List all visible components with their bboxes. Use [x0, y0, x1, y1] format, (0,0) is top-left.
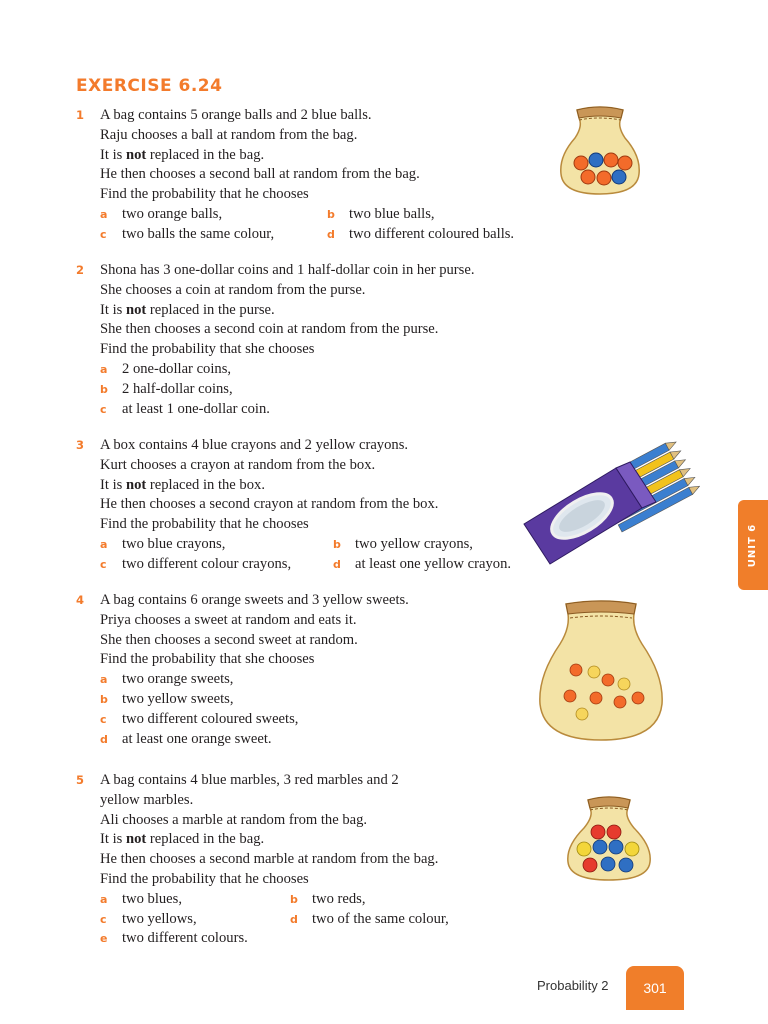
question-text-line: A box contains 4 blue crayons and 2 yellow crayons.: [100, 437, 409, 453]
exercise-title: EXERCISE 6.24: [76, 76, 223, 96]
option-c: [100, 710, 298, 730]
option-letter: d: [327, 227, 335, 241]
option-d: [327, 225, 514, 245]
page-number-tab: [626, 966, 684, 1010]
emphasis-text: not: [125, 831, 147, 848]
options-row: [100, 380, 474, 400]
options-row: [100, 225, 515, 245]
option-letter: c: [100, 402, 107, 416]
question-text-line: A bag contains 5 orange balls and 2 blue balls.: [100, 107, 372, 123]
question-number: 1: [76, 108, 85, 122]
option-letter: a: [100, 362, 108, 376]
option-a: [100, 890, 182, 910]
question-text-line: Find the probability that she chooses: [100, 341, 315, 358]
text-segment: replaced in the bag.: [146, 146, 265, 163]
chapter-footer-label: Probability 2: [537, 978, 609, 993]
emphasis-text: not: [125, 146, 147, 163]
option-text: two balls the same colour,: [122, 225, 275, 242]
bag-of-sweets-illustration: [536, 598, 666, 743]
option-a: [100, 670, 233, 690]
options-row: [100, 670, 409, 690]
option-text: two orange sweets,: [122, 671, 234, 688]
crayon-box-illustration: [520, 432, 700, 572]
option-letter: b: [100, 382, 108, 396]
option-text: at least one orange sweet.: [122, 730, 272, 747]
options-row: [100, 555, 512, 575]
text-segment: replaced in the purse.: [146, 301, 275, 318]
question-text-line: Priya chooses a sweet at random and eats it.: [100, 611, 357, 628]
question-text-line: Find the probability that he chooses: [100, 186, 309, 203]
option-a: [100, 535, 225, 555]
option-b: [290, 890, 366, 910]
question-text-line: Shona has 3 one-dollar coins and 1 half-dollar coin in her purse.: [100, 262, 475, 278]
text-segment: It is: [100, 476, 126, 493]
option-text: two blue balls,: [349, 205, 435, 222]
options-row: [100, 929, 438, 949]
question-text-line: yellow marbles.: [100, 791, 194, 808]
option-text: at least one yellow crayon.: [355, 555, 512, 572]
options-row: [100, 890, 438, 910]
question-text-line: Kurt chooses a crayon at random from the box.: [100, 456, 376, 473]
option-text: at least 1 one-dollar coin.: [122, 400, 270, 417]
option-b: [100, 380, 233, 400]
emphasis-text: not: [125, 476, 147, 493]
question-text-line: Find the probability that he chooses: [100, 516, 309, 533]
option-text: two yellows,: [122, 910, 197, 927]
question-text-line: A bag contains 6 orange sweets and 3 yellow sweets.: [100, 592, 409, 608]
option-text: two of the same colour,: [312, 910, 449, 927]
option-letter: e: [100, 932, 108, 946]
option-letter: a: [100, 207, 108, 221]
options-row: [100, 710, 409, 730]
option-c: [100, 555, 291, 575]
option-c: [100, 400, 270, 420]
option-letter: c: [100, 912, 107, 926]
option-a: [100, 360, 231, 380]
question-5: [76, 771, 449, 949]
options-row: [100, 205, 435, 225]
options-row: [100, 400, 474, 420]
unit-side-tab-label: UNIT 6: [747, 523, 759, 567]
question-text-line: [100, 146, 420, 166]
question-text-line: Ali chooses a marble at random from the bag.: [100, 811, 368, 828]
options-row: [100, 730, 409, 750]
option-text: two different colour crayons,: [122, 555, 292, 572]
bag-of-balls-illustration: [555, 104, 645, 196]
text-segment: It is: [100, 146, 126, 163]
option-d: [290, 910, 449, 930]
page-number: 301: [643, 980, 667, 996]
option-letter: d: [333, 557, 341, 571]
option-letter: a: [100, 673, 108, 687]
options-row: [100, 360, 474, 380]
option-text: two different coloured sweets,: [122, 710, 299, 727]
options-row: [100, 690, 409, 710]
option-c: [100, 910, 197, 930]
option-b: [327, 205, 435, 225]
option-text: 2 half-dollar coins,: [122, 380, 233, 397]
question-text-line: A bag contains 4 blue marbles, 3 red marbles and 2: [100, 772, 399, 788]
question-text-line: [100, 830, 438, 850]
question-text-line: [100, 476, 438, 496]
bag-of-marbles-illustration: [562, 794, 656, 882]
question-4: [76, 591, 409, 749]
option-b: [100, 690, 233, 710]
option-letter: c: [100, 227, 107, 241]
option-text: two different colours.: [122, 930, 248, 947]
option-text: two yellow crayons,: [355, 535, 473, 552]
option-a: [100, 205, 222, 225]
option-letter: b: [327, 207, 335, 221]
text-segment: replaced in the bag.: [146, 831, 265, 848]
option-letter: c: [100, 712, 107, 726]
question-text-line: He then chooses a second ball at random from the bag.: [100, 166, 420, 183]
question-text-line: Find the probability that she chooses: [100, 651, 315, 668]
option-text: two orange balls,: [122, 205, 223, 222]
question-text-line: Find the probability that he chooses: [100, 870, 309, 887]
unit-side-tab: [738, 500, 768, 590]
question-text-line: He then chooses a second marble at random from the bag.: [100, 851, 439, 868]
option-text: two different coloured balls.: [349, 225, 515, 242]
option-text: two blues,: [122, 890, 182, 907]
option-letter: b: [100, 692, 108, 706]
question-number: 2: [76, 263, 85, 277]
option-b: [333, 535, 473, 555]
question-number: 3: [76, 438, 85, 452]
question-text-line: She then chooses a second sweet at random.: [100, 631, 358, 648]
option-letter: a: [100, 537, 108, 551]
option-letter: b: [290, 892, 298, 906]
question-number: 4: [76, 593, 85, 607]
option-letter: d: [100, 732, 108, 746]
question-text-line: [100, 301, 474, 321]
option-e: [100, 929, 248, 949]
text-segment: It is: [100, 301, 126, 318]
question-1: [76, 106, 515, 245]
text-segment: It is: [100, 831, 126, 848]
option-letter: c: [100, 557, 107, 571]
question-text-line: She then chooses a second coin at random from the purse.: [100, 321, 439, 338]
option-text: two reds,: [312, 890, 366, 907]
options-row: [100, 535, 473, 555]
text-segment: replaced in the box.: [146, 476, 265, 493]
question-text-line: He then chooses a second crayon at random from the box.: [100, 496, 439, 513]
options-row: [100, 910, 449, 930]
option-text: two yellow sweets,: [122, 690, 234, 707]
question-2: [76, 261, 474, 419]
question-3: [76, 436, 512, 575]
option-letter: a: [100, 892, 108, 906]
option-d: [100, 730, 272, 750]
option-d: [333, 555, 511, 575]
question-text-line: Raju chooses a ball at random from the bag.: [100, 126, 358, 143]
emphasis-text: not: [125, 301, 147, 318]
option-text: two blue crayons,: [122, 535, 226, 552]
question-text-line: She chooses a coin at random from the purse.: [100, 281, 366, 298]
option-letter: b: [333, 537, 341, 551]
option-text: 2 one-dollar coins,: [122, 360, 232, 377]
option-c: [100, 225, 274, 245]
option-letter: d: [290, 912, 298, 926]
question-number: 5: [76, 773, 85, 787]
